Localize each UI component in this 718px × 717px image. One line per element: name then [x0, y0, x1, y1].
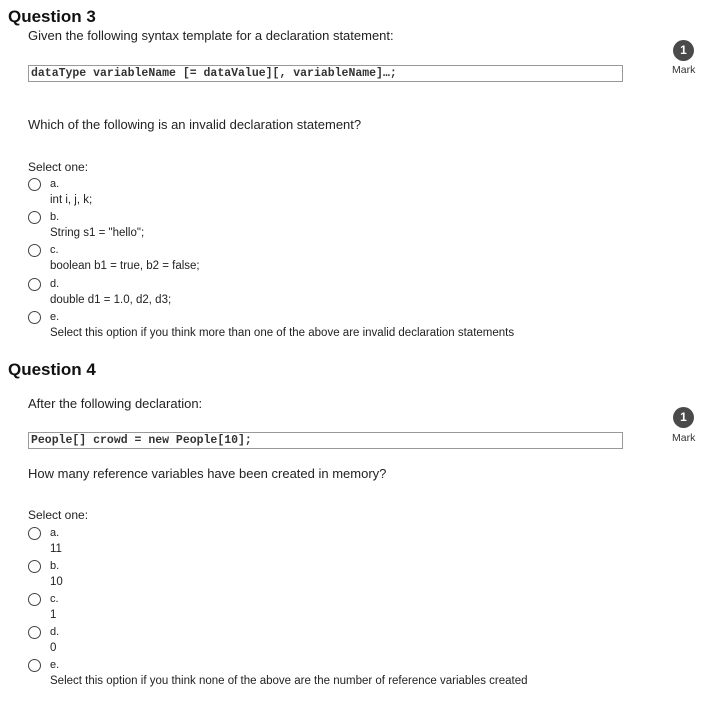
option-letter: b. [50, 211, 60, 223]
question-3-intro: Given the following syntax template for a declaration statement: [28, 28, 394, 43]
option-text: 10 [50, 576, 63, 588]
option-text: 0 [50, 642, 57, 654]
radio-button[interactable] [28, 178, 41, 191]
radio-button[interactable] [28, 626, 41, 639]
option-letter: b. [50, 560, 60, 572]
radio-button[interactable] [28, 560, 41, 573]
question-4-mark-label: Mark [672, 432, 696, 444]
option-letter: e. [50, 311, 60, 323]
radio-button[interactable] [28, 593, 41, 606]
question-4-code: People[] crowd = new People[10]; [28, 432, 623, 449]
option-letter: c. [50, 244, 59, 256]
option-letter: c. [50, 593, 59, 605]
option-text: Select this option if you think none of the above are the number of reference variables created [50, 675, 528, 687]
option-text: double d1 = 1.0, d2, d3; [50, 294, 172, 306]
option-text: 11 [50, 543, 62, 555]
radio-button[interactable] [28, 659, 41, 672]
question-4-prompt: How many reference variables have been created in memory? [28, 466, 387, 481]
question-3-mark-badge: 1 [673, 40, 694, 61]
option-text: 1 [50, 609, 57, 621]
question-3-title: Question 3 [8, 7, 96, 26]
radio-button[interactable] [28, 527, 41, 540]
option-text: int i, j, k; [50, 194, 93, 206]
radio-button[interactable] [28, 311, 41, 324]
option-letter: d. [50, 278, 60, 290]
option-text: String s1 = "hello"; [50, 227, 145, 239]
radio-button[interactable] [28, 278, 41, 291]
option-letter: d. [50, 626, 60, 638]
radio-button[interactable] [28, 244, 41, 257]
question-4-mark-badge: 1 [673, 407, 694, 428]
option-text: boolean b1 = true, b2 = false; [50, 260, 200, 272]
option-letter: a. [50, 178, 60, 190]
question-4-intro: After the following declaration: [28, 396, 203, 411]
option-letter: e. [50, 659, 60, 671]
option-letter: a. [50, 527, 60, 539]
question-3-code: dataType variableName [= dataValue][, variableName]…; [28, 65, 623, 82]
radio-button[interactable] [28, 211, 41, 224]
question-3-mark-label: Mark [672, 64, 696, 76]
option-text: Select this option if you think more than one of the above are invalid declaration statements [50, 327, 515, 339]
question-3-select-label: Select one: [28, 160, 89, 174]
question-3-prompt: Which of the following is an invalid declaration statement? [28, 117, 362, 132]
question-4-title: Question 4 [8, 360, 96, 379]
question-4-select-label: Select one: [28, 508, 89, 522]
